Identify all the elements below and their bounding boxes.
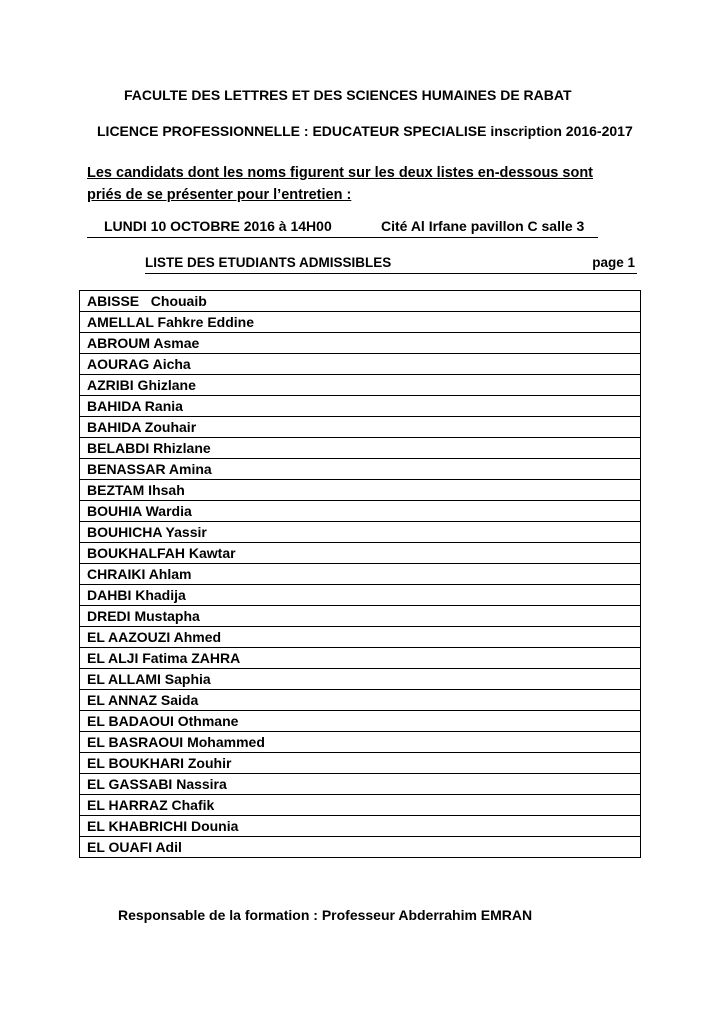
table-row [80, 627, 641, 648]
table-row [80, 585, 641, 606]
student-name: DAHBI Khadija [80, 585, 641, 606]
student-name: EL OUAFI Adil [80, 837, 641, 858]
student-name: EL HARRAZ Chafik [80, 795, 641, 816]
table-row [80, 459, 641, 480]
table-row [80, 564, 641, 585]
student-name: BOUHICHA Yassir [80, 522, 641, 543]
table-row [80, 690, 641, 711]
licence-title: LICENCE PROFESSIONNELLE : EDUCATEUR SPECIALISE inscription 2016-2017 [97, 123, 633, 139]
student-name: EL ANNAZ Saida [80, 690, 641, 711]
notice-line-1: Les candidats dont les noms figurent sur les deux listes en-dessous sont [87, 165, 594, 181]
student-name: AMELLAL Fahkre Eddine [80, 312, 641, 333]
table-row [80, 732, 641, 753]
student-name: EL KHABRICHI Dounia [80, 816, 641, 837]
table-row [80, 711, 641, 732]
students-table [79, 290, 641, 858]
student-name: EL GASSABI Nassira [80, 774, 641, 795]
student-name: BELABDI Rhizlane [80, 438, 641, 459]
table-row [80, 354, 641, 375]
table-row [80, 501, 641, 522]
list-title: LISTE DES ETUDIANTS ADMISSIBLES [145, 255, 392, 270]
table-row [80, 816, 641, 837]
table-row [80, 669, 641, 690]
student-name: EL ALJI Fatima ZAHRA [80, 648, 641, 669]
table-row [80, 606, 641, 627]
table-row [80, 333, 641, 354]
table-row [80, 375, 641, 396]
table-row [80, 648, 641, 669]
notice-line-2: priés de se présenter pour l’entretien : [87, 187, 352, 203]
list-header [145, 254, 637, 274]
student-name: EL BADAOUI Othmane [80, 711, 641, 732]
student-name: BAHIDA Zouhair [80, 417, 641, 438]
student-name: BOUHIA Wardia [80, 501, 641, 522]
students-table-body [80, 291, 641, 858]
student-name: BENASSAR Amina [80, 459, 641, 480]
student-name: AOURAG Aicha [80, 354, 641, 375]
schedule-row [87, 217, 598, 238]
table-row [80, 312, 641, 333]
table-row [80, 396, 641, 417]
student-name: AZRIBI Ghizlane [80, 375, 641, 396]
notice-block [87, 162, 593, 206]
interview-place: Cité Al Irfane pavillon C salle 3 [381, 218, 585, 234]
student-name: BAHIDA Rania [80, 396, 641, 417]
student-name: EL BOUKHARI Zouhir [80, 753, 641, 774]
page-number: page 1 [592, 255, 635, 270]
table-row [80, 417, 641, 438]
student-name: BOUKHALFAH Kawtar [80, 543, 641, 564]
table-row [80, 522, 641, 543]
table-row [80, 795, 641, 816]
table-row [80, 837, 641, 858]
student-name: EL BASRAOUI Mohammed [80, 732, 641, 753]
table-row [80, 291, 641, 312]
student-name: EL ALLAMI Saphia [80, 669, 641, 690]
table-row [80, 438, 641, 459]
table-row [80, 774, 641, 795]
student-name: CHRAIKI Ahlam [80, 564, 641, 585]
student-name: EL AAZOUZI Ahmed [80, 627, 641, 648]
student-name: BEZTAM Ihsah [80, 480, 641, 501]
student-name: ABROUM Asmae [80, 333, 641, 354]
table-row [80, 543, 641, 564]
responsable-line: Responsable de la formation : Professeur Abderrahim EMRAN [118, 907, 533, 923]
table-row [80, 753, 641, 774]
interview-date: LUNDI 10 OCTOBRE 2016 à 14H00 [104, 218, 332, 234]
student-name: ABISSE Chouaib [80, 291, 641, 312]
table-row [80, 480, 641, 501]
faculty-title: FACULTE DES LETTRES ET DES SCIENCES HUMAINES DE RABAT [124, 87, 572, 103]
student-name: DREDI Mustapha [80, 606, 641, 627]
